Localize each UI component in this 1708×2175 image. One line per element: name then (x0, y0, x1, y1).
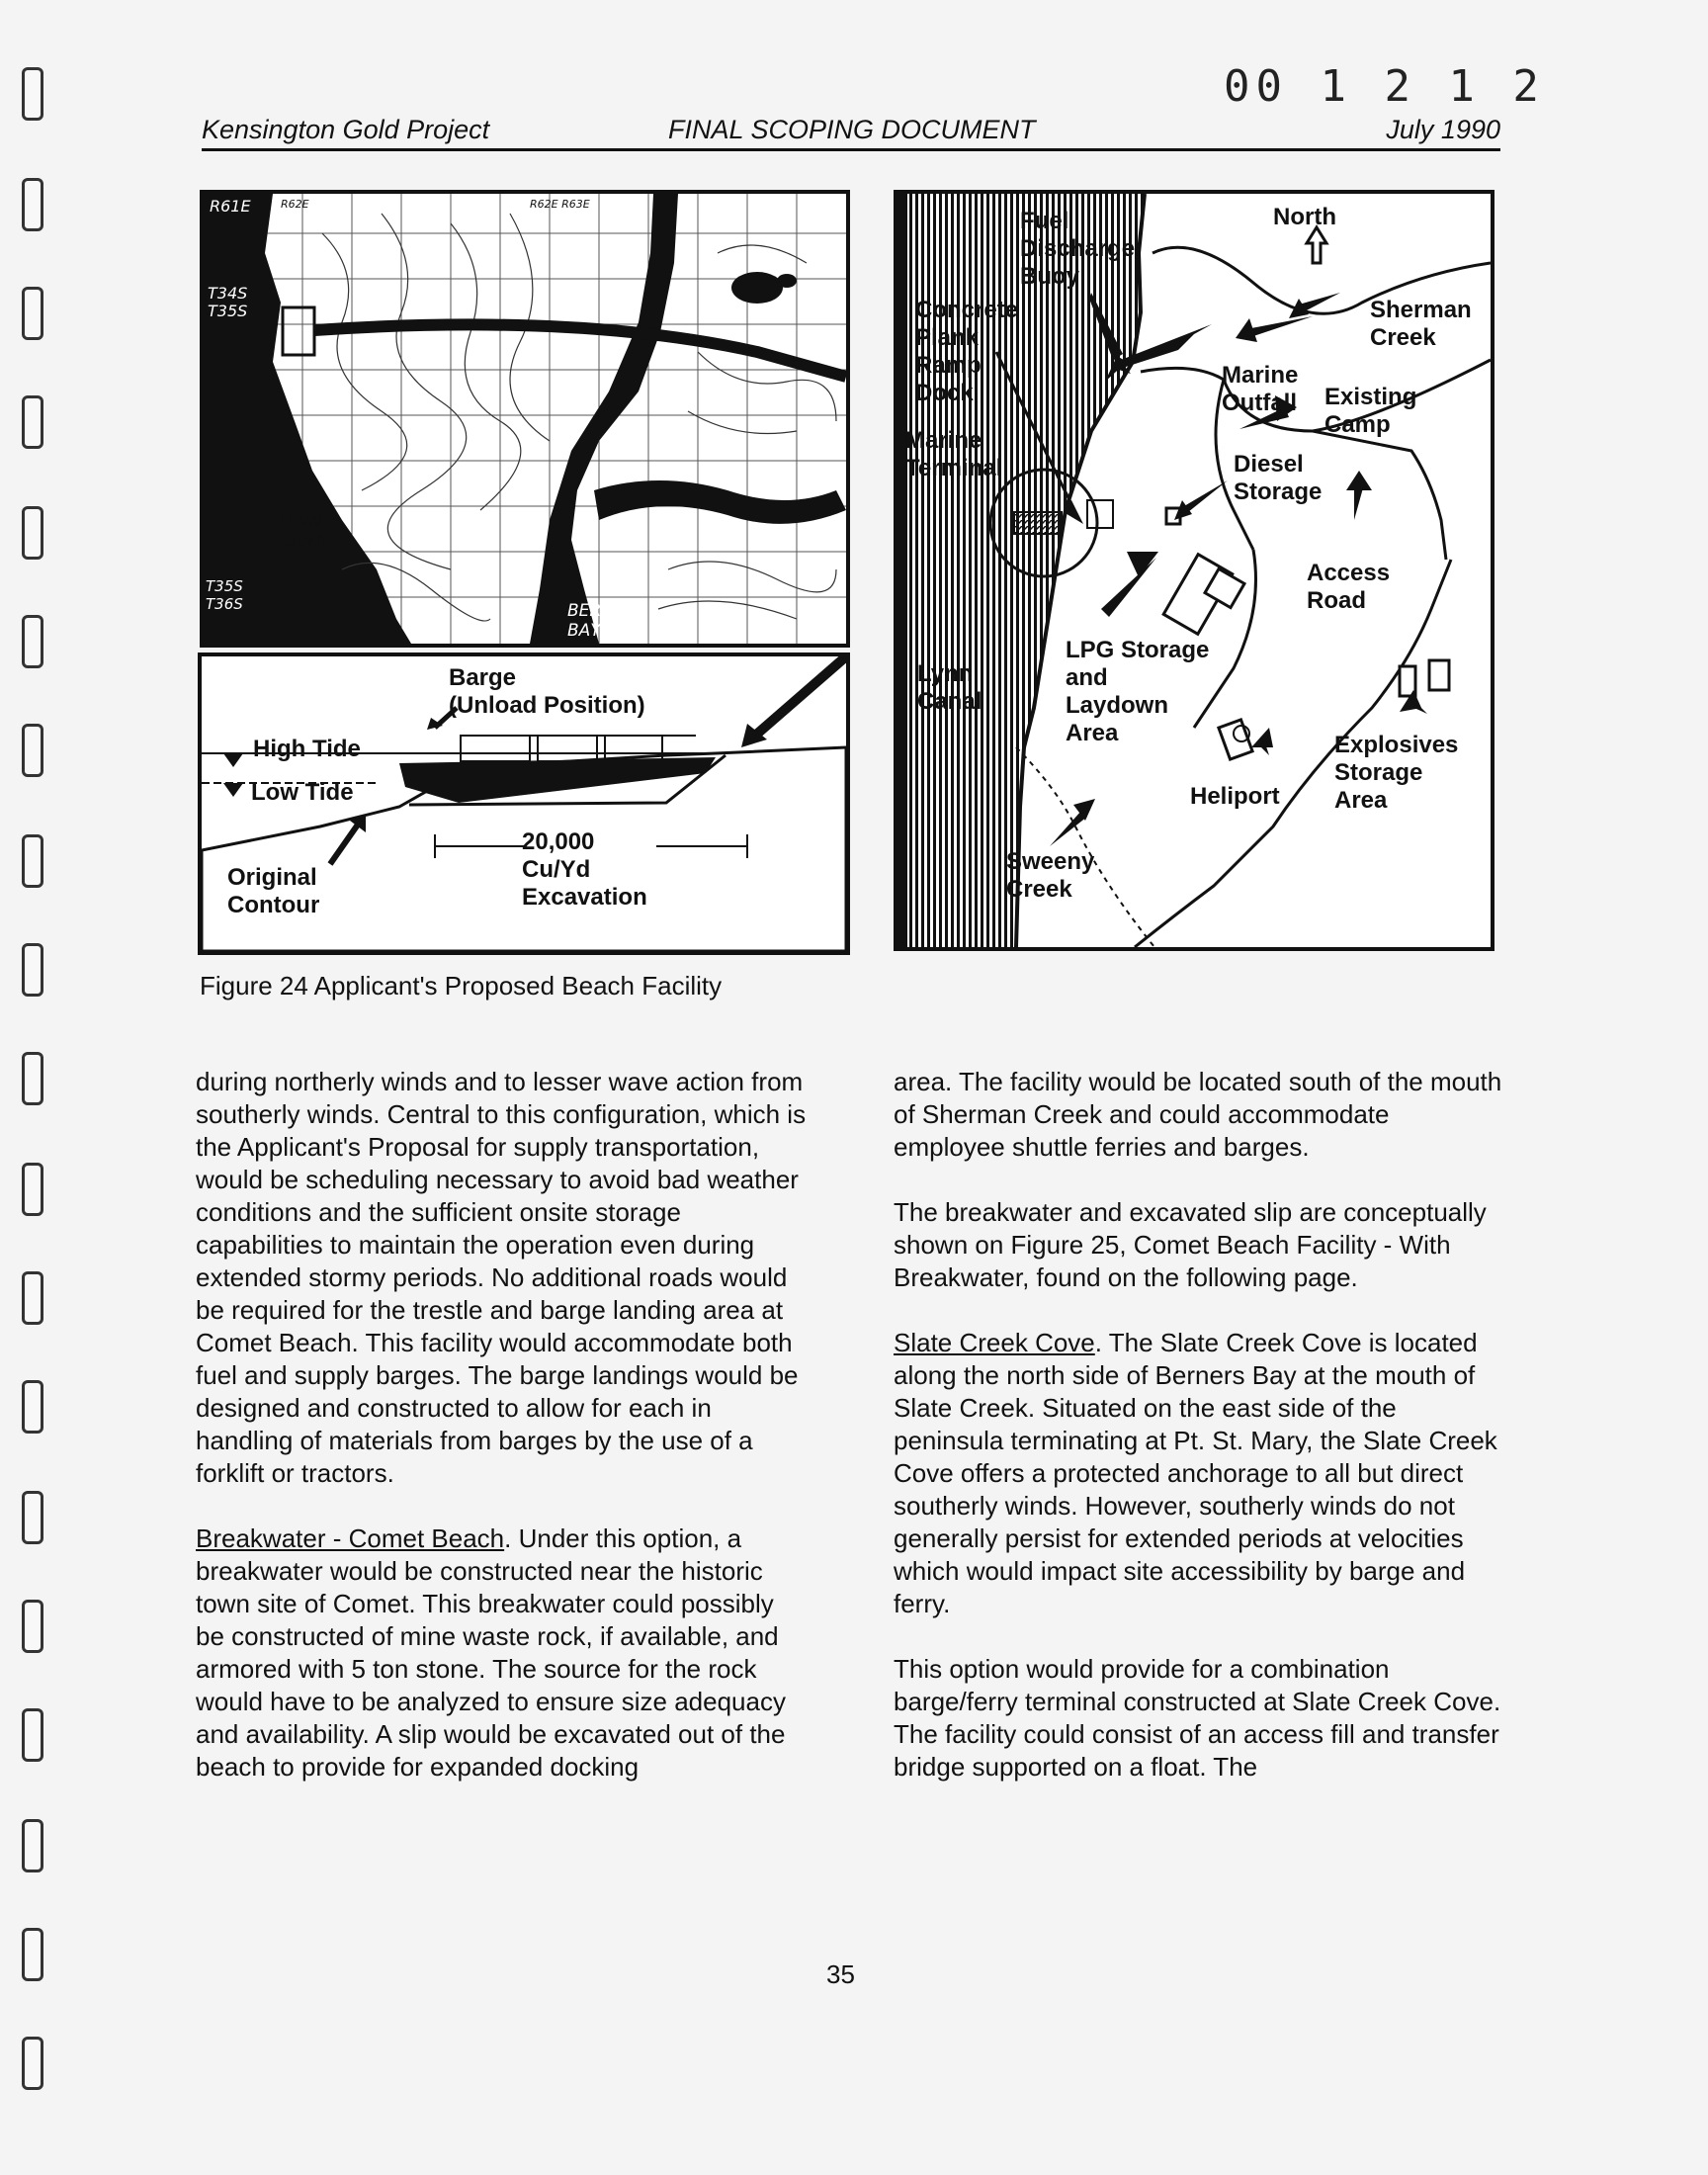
binder-hole (22, 615, 43, 668)
binder-hole (22, 287, 43, 340)
topo-label-r62e-r63e: R62E R63E (530, 198, 590, 211)
site-label-north: North (1273, 204, 1336, 230)
topo-label-t35s-bottom: T35S (206, 577, 243, 595)
binder-hole (22, 2037, 43, 2090)
topographic-map (200, 190, 850, 648)
site-label-lynn-canal: Lynn Canal (917, 660, 982, 715)
binder-hole (22, 1163, 43, 1216)
section-label-excavation: 20,000 Cu/Yd Excavation (522, 828, 647, 911)
paragraph: during northerly winds and to lesser wave action from southerly winds. Central to this configuration, which is the Applicant's Proposal for supply transportation, would be scheduling necessary to avoid bad weather conditions and the sufficient onsite storage capabilities to maintain the operation even during extended stormy periods. No additional roads would be required for the trestle and barge landing area at Comet Beach. This facility would accommodate both fuel and supply barges. The barge landings would be designed and constructed to allow for each in handling of materials from barges by the use of a forklift or tractors. (196, 1067, 807, 1488)
header-project: Kensington Gold Project (202, 115, 490, 144)
site-label-diesel-storage: Diesel Storage (1234, 451, 1323, 505)
binder-hole (22, 1491, 43, 1544)
topo-map-drawing (204, 194, 846, 644)
topo-label-t35s: T35S (208, 302, 248, 320)
page-number: 35 (826, 1959, 855, 1989)
paragraph (894, 1327, 1506, 1620)
paragraph (196, 1522, 809, 1784)
binder-hole (22, 395, 43, 449)
binder-hole (22, 1928, 43, 1981)
section-label-barge: Barge (Unload Position) (449, 664, 645, 719)
site-label-concrete-dock: Concrete Plank Ramp Dock (915, 297, 1019, 406)
site-label-access-road: Access Road (1307, 560, 1391, 614)
binder-hole (22, 834, 43, 888)
topo-label-t34s: T34S (208, 284, 248, 303)
binder-hole (22, 1600, 43, 1653)
section-label-low-tide: Low Tide (251, 779, 354, 806)
binder-hole (22, 1271, 43, 1325)
paragraph: area. The facility would be located south of the mouth of Sherman Creek and could accommodate employee shuttle ferries and barges. (894, 1067, 1502, 1162)
text-column-left (196, 1066, 809, 1816)
site-plan-map (894, 190, 1494, 951)
site-label-existing-camp: Existing Camp (1324, 384, 1417, 438)
binder-hole (22, 178, 43, 231)
site-label-lpg-storage: LPG Storage and Laydown Area (1066, 637, 1210, 746)
site-label-sherman-creek: Sherman Creek (1370, 297, 1472, 351)
paragraph-body: . Under this option, a breakwater would be constructed near the historic town site of Comet. This breakwater could possibly be constructed of mine waste rock, if available, and armored with 5 ton stone. The source for the rock would have to be analyzed to ensure size adequacy and availability. A slip would be excavated out of the beach to provide for expanded docking (196, 1523, 786, 1782)
figure-caption: Figure 24 Applicant's Proposed Beach Facility (200, 971, 723, 1000)
document-number-stamp: 00 1 2 1 2 (1224, 61, 1545, 112)
binder-hole (22, 67, 43, 121)
site-label-marine-terminal: Marine Terminal (905, 427, 1003, 481)
topo-label-lynn-canal: LYNN CANAL (279, 512, 336, 552)
binder-hole (22, 1052, 43, 1105)
page-header (202, 109, 1500, 151)
header-document-title: FINAL SCOPING DOCUMENT (668, 115, 1036, 144)
site-label-fuel-buoy: Fuel Discharge Buoy (1020, 208, 1136, 290)
binder-hole (22, 1708, 43, 1762)
binder-holes (22, 59, 51, 2135)
barge-cross-section (198, 652, 850, 955)
binder-hole (22, 943, 43, 997)
topo-label-t36s: T36S (206, 595, 243, 613)
paragraph: The breakwater and excavated slip are conceptually shown on Figure 25, Comet Beach Facility - With Breakwater, found on the following page. (894, 1197, 1487, 1292)
text-column-right (894, 1066, 1506, 1816)
paragraph: This option would provide for a combination barge/ferry terminal constructed at Slate Creek Cove. The facility could consist of an access fill and transfer bridge supported on a float. The (894, 1654, 1501, 1782)
binder-hole (22, 724, 43, 777)
site-label-marine-outfall: Marine Outfall (1222, 362, 1299, 416)
site-label-explosives: Explosives Storage Area (1334, 732, 1459, 814)
binder-hole (22, 1819, 43, 1872)
topo-label-berners-bay: BERNERS BAY (567, 601, 647, 641)
header-date: July 1990 (1386, 115, 1500, 144)
section-label-original-contour: Original Contour (227, 864, 320, 918)
topo-label-r62e: R62E (281, 198, 309, 211)
site-label-heliport: Heliport (1190, 783, 1280, 810)
binder-hole (22, 1380, 43, 1434)
section-heading: Breakwater - Comet Beach (196, 1523, 505, 1553)
binder-hole (22, 506, 43, 560)
section-heading: Slate Creek Cove (894, 1328, 1095, 1357)
topo-label-r61e: R61E (210, 197, 251, 216)
site-label-sweeny-creek: Sweeny Creek (1006, 848, 1095, 903)
paragraph-body: . The Slate Creek Cove is located along the north side of Berners Bay at the mouth of Slate Creek. Situated on the east side of the peninsula terminating at Pt. St. Mary, the Slate Creek Cove offers a protected anchorage to all but direct southerly winds. However, southerly winds do not generally persist for extended periods at velocities which would impact site accessibility by barge and ferry. (894, 1328, 1497, 1618)
section-label-high-tide: High Tide (253, 736, 361, 762)
